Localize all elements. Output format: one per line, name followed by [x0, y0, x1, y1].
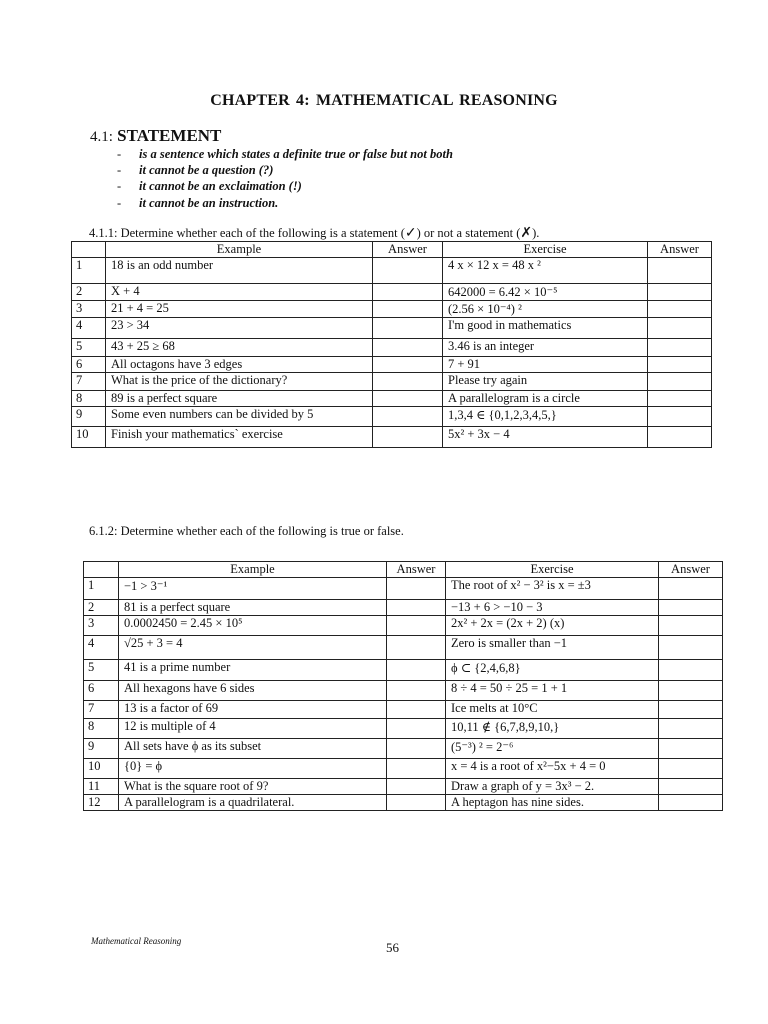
- table-row: [84, 795, 723, 811]
- row-number: 10: [84, 759, 119, 779]
- bullet-text: is a sentence which states a definite true or false but not both: [139, 147, 453, 161]
- row-number: 4: [84, 636, 119, 660]
- example-cell: 41 is a prime number: [119, 660, 387, 681]
- exercise-cell: −13 + 6 > −10 − 3: [446, 600, 659, 616]
- exercise-cell: A parallelogram is a circle: [443, 391, 648, 407]
- exercise-cell: 5x² + 3x − 4: [443, 427, 648, 448]
- row-number: 1: [84, 578, 119, 600]
- row-number: 9: [72, 407, 106, 427]
- row-number: 5: [84, 660, 119, 681]
- exercise-cell: Zero is smaller than −1: [446, 636, 659, 660]
- answer-cell[interactable]: [648, 407, 712, 427]
- exercise-cell: x = 4 is a root of x²−5x + 4 = 0: [446, 759, 659, 779]
- example-cell: 89 is a perfect square: [106, 391, 373, 407]
- example-cell: All octagons have 3 edges: [106, 357, 373, 373]
- header-exercise: Exercise: [446, 562, 659, 578]
- table-row: [72, 339, 712, 357]
- example-cell: 81 is a perfect square: [119, 600, 387, 616]
- example-cell: 12 is multiple of 4: [119, 719, 387, 739]
- exercise-cell: 4 x × 12 x = 48 x ²: [443, 258, 648, 284]
- exercise-cell: 10,11 ∉ {6,7,8,9,10,}: [446, 719, 659, 739]
- example-cell: X + 4: [106, 284, 373, 301]
- answer-cell[interactable]: [387, 701, 446, 719]
- bullet-dash: -: [117, 195, 122, 210]
- table-row: [84, 719, 723, 739]
- row-number: 12: [84, 795, 119, 811]
- answer-cell[interactable]: [648, 339, 712, 357]
- table-row: [72, 407, 712, 427]
- answer-cell[interactable]: [387, 616, 446, 636]
- bullet-dash: -: [117, 163, 122, 178]
- table-row: [84, 739, 723, 759]
- answer-cell[interactable]: [659, 719, 723, 739]
- answer-cell[interactable]: [387, 795, 446, 811]
- exercise-cell: Please try again: [443, 373, 648, 391]
- example-cell: Finish your mathematics` exercise: [106, 427, 373, 448]
- answer-cell[interactable]: [648, 373, 712, 391]
- row-number: 10: [72, 427, 106, 448]
- answer-cell[interactable]: [648, 284, 712, 301]
- bullet-text: it cannot be an exclaimation (!): [139, 179, 302, 194]
- table-row: [84, 660, 723, 681]
- table-row: [72, 301, 712, 318]
- instruction-text: 4.1.1: Determine whether each of the following is a statement (: [89, 226, 405, 240]
- example-cell: What is the square root of 9?: [119, 779, 387, 795]
- example-cell: √25 + 3 = 4: [119, 636, 387, 660]
- bullet-dash: -: [117, 147, 122, 161]
- exercise-cell: 2x² + 2x = (2x + 2) (x): [446, 616, 659, 636]
- definition-list: [117, 146, 453, 211]
- answer-cell[interactable]: [648, 391, 712, 407]
- exercise-cell: 7 + 91: [443, 357, 648, 373]
- example-cell: What is the price of the dictionary?: [106, 373, 373, 391]
- instruction-text: ) or not a statement (: [416, 226, 521, 240]
- answer-cell[interactable]: [387, 681, 446, 701]
- answer-cell[interactable]: [648, 427, 712, 448]
- row-number: 7: [72, 373, 106, 391]
- row-number: 1: [72, 258, 106, 284]
- answer-cell[interactable]: [648, 318, 712, 339]
- exercise-cell: 1,3,4 ∈ {0,1,2,3,4,5,}: [443, 407, 648, 427]
- exercise-cell: 642000 = 6.42 × 10⁻⁵: [443, 284, 648, 301]
- part1-instruction: [89, 226, 539, 241]
- exercise-cell: 8 ÷ 4 = 50 ÷ 25 = 1 + 1: [446, 681, 659, 701]
- table-row: [84, 616, 723, 636]
- answer-cell[interactable]: [659, 660, 723, 681]
- exercise-cell: 3.46 is an integer: [443, 339, 648, 357]
- answer-cell[interactable]: [373, 373, 443, 391]
- section-number: 4.1:: [90, 129, 113, 145]
- answer-cell[interactable]: [659, 578, 723, 600]
- true-false-table-body: [84, 578, 723, 811]
- answer-cell[interactable]: [659, 600, 723, 616]
- answer-cell[interactable]: [648, 301, 712, 318]
- check-mark-icon: ✓: [404, 226, 417, 241]
- answer-cell[interactable]: [387, 719, 446, 739]
- table-row: [72, 357, 712, 373]
- table-row: [84, 779, 723, 795]
- page-number: 56: [386, 940, 399, 955]
- statement-table: [71, 241, 712, 448]
- example-cell: All sets have ϕ as its subset: [119, 739, 387, 759]
- answer-cell[interactable]: [373, 284, 443, 301]
- answer-cell[interactable]: [373, 339, 443, 357]
- cross-mark-icon: ✗: [520, 226, 533, 241]
- table-row: [72, 318, 712, 339]
- header-answer: Answer: [387, 562, 446, 578]
- row-number: 6: [84, 681, 119, 701]
- answer-cell[interactable]: [387, 759, 446, 779]
- example-cell: All hexagons have 6 sides: [119, 681, 387, 701]
- table-row: [72, 258, 712, 284]
- row-number: 5: [72, 339, 106, 357]
- answer-cell[interactable]: [373, 427, 443, 448]
- header-answer: Answer: [373, 242, 443, 258]
- answer-cell[interactable]: [387, 779, 446, 795]
- chapter-title: CHAPTER 4: MATHEMATICAL REASONING: [210, 92, 558, 109]
- example-cell: 0.0002450 = 2.45 × 10⁵: [119, 616, 387, 636]
- instruction-text: ).: [532, 226, 540, 240]
- header-number: [72, 242, 106, 258]
- statement-table-body: [72, 258, 712, 448]
- example-cell: 23 > 34: [106, 318, 373, 339]
- row-number: 3: [84, 616, 119, 636]
- answer-cell[interactable]: [659, 759, 723, 779]
- table-row: [84, 600, 723, 616]
- list-item: [117, 162, 453, 178]
- answer-cell[interactable]: [387, 636, 446, 660]
- example-cell: {0} = ϕ: [119, 759, 387, 779]
- row-number: 8: [72, 391, 106, 407]
- example-cell: 43 + 25 ≥ 68: [106, 339, 373, 357]
- answer-cell[interactable]: [373, 407, 443, 427]
- list-item: [117, 146, 453, 162]
- answer-cell[interactable]: [373, 301, 443, 318]
- example-cell: 21 + 4 = 25: [106, 301, 373, 318]
- answer-cell[interactable]: [659, 636, 723, 660]
- answer-cell[interactable]: [659, 795, 723, 811]
- example-cell: −1 > 3⁻¹: [119, 578, 387, 600]
- table-row: [72, 427, 712, 448]
- exercise-cell: The root of x² − 3² is x = ±3: [446, 578, 659, 600]
- answer-cell[interactable]: [373, 357, 443, 373]
- exercise-cell: (2.56 × 10⁻⁴) ²: [443, 301, 648, 318]
- example-cell: 18 is an odd number: [106, 258, 373, 284]
- header-answer: Answer: [648, 242, 712, 258]
- row-number: 2: [72, 284, 106, 301]
- example-cell: 13 is a factor of 69: [119, 701, 387, 719]
- row-number: 3: [72, 301, 106, 318]
- row-number: 7: [84, 701, 119, 719]
- row-number: 9: [84, 739, 119, 759]
- list-item: [117, 195, 453, 211]
- table-row: [84, 578, 723, 600]
- section-heading: [90, 126, 221, 146]
- answer-cell[interactable]: [648, 258, 712, 284]
- row-number: 8: [84, 719, 119, 739]
- table-row: [84, 759, 723, 779]
- header-example: Example: [106, 242, 373, 258]
- part2-instruction: 6.1.2: Determine whether each of the following is true or false.: [89, 524, 404, 538]
- row-number: 6: [72, 357, 106, 373]
- answer-cell[interactable]: [387, 578, 446, 600]
- exercise-cell: I'm good in mathematics: [443, 318, 648, 339]
- exercise-cell: Ice melts at 10°C: [446, 701, 659, 719]
- bullet-dash: -: [117, 179, 122, 194]
- table-row: [84, 681, 723, 701]
- table-row: [84, 636, 723, 660]
- list-item: [117, 178, 453, 194]
- table-row: [72, 284, 712, 301]
- example-cell: A parallelogram is a quadrilateral.: [119, 795, 387, 811]
- answer-cell[interactable]: [387, 660, 446, 681]
- header-number: [84, 562, 119, 578]
- table-row: [84, 701, 723, 719]
- answer-cell[interactable]: [659, 681, 723, 701]
- true-false-table: [83, 561, 723, 811]
- table-row: [72, 373, 712, 391]
- answer-cell[interactable]: [659, 739, 723, 759]
- answer-cell[interactable]: [373, 391, 443, 407]
- exercise-cell: ϕ ⊂ {2,4,6,8}: [446, 660, 659, 681]
- row-number: 4: [72, 318, 106, 339]
- answer-cell[interactable]: [387, 739, 446, 759]
- header-answer: Answer: [659, 562, 723, 578]
- exercise-cell: (5⁻³) ² = 2⁻⁶: [446, 739, 659, 759]
- answer-cell[interactable]: [648, 357, 712, 373]
- footer-title: Mathematical Reasoning: [91, 936, 182, 946]
- answer-cell[interactable]: [373, 258, 443, 284]
- table-row: [72, 391, 712, 407]
- answer-cell[interactable]: [387, 600, 446, 616]
- row-number: 2: [84, 600, 119, 616]
- section-title: STATEMENT: [117, 126, 222, 145]
- answer-cell[interactable]: [373, 318, 443, 339]
- exercise-cell: Draw a graph of y = 3x³ − 2.: [446, 779, 659, 795]
- answer-cell[interactable]: [659, 701, 723, 719]
- example-cell: Some even numbers can be divided by 5: [106, 407, 373, 427]
- answer-cell[interactable]: [659, 616, 723, 636]
- header-example: Example: [119, 562, 387, 578]
- bullet-text: it cannot be an instruction.: [139, 195, 279, 210]
- bullet-text: it cannot be a question (?): [139, 163, 274, 178]
- answer-cell[interactable]: [659, 779, 723, 795]
- exercise-cell: A heptagon has nine sides.: [446, 795, 659, 811]
- header-exercise: Exercise: [443, 242, 648, 258]
- row-number: 11: [84, 779, 119, 795]
